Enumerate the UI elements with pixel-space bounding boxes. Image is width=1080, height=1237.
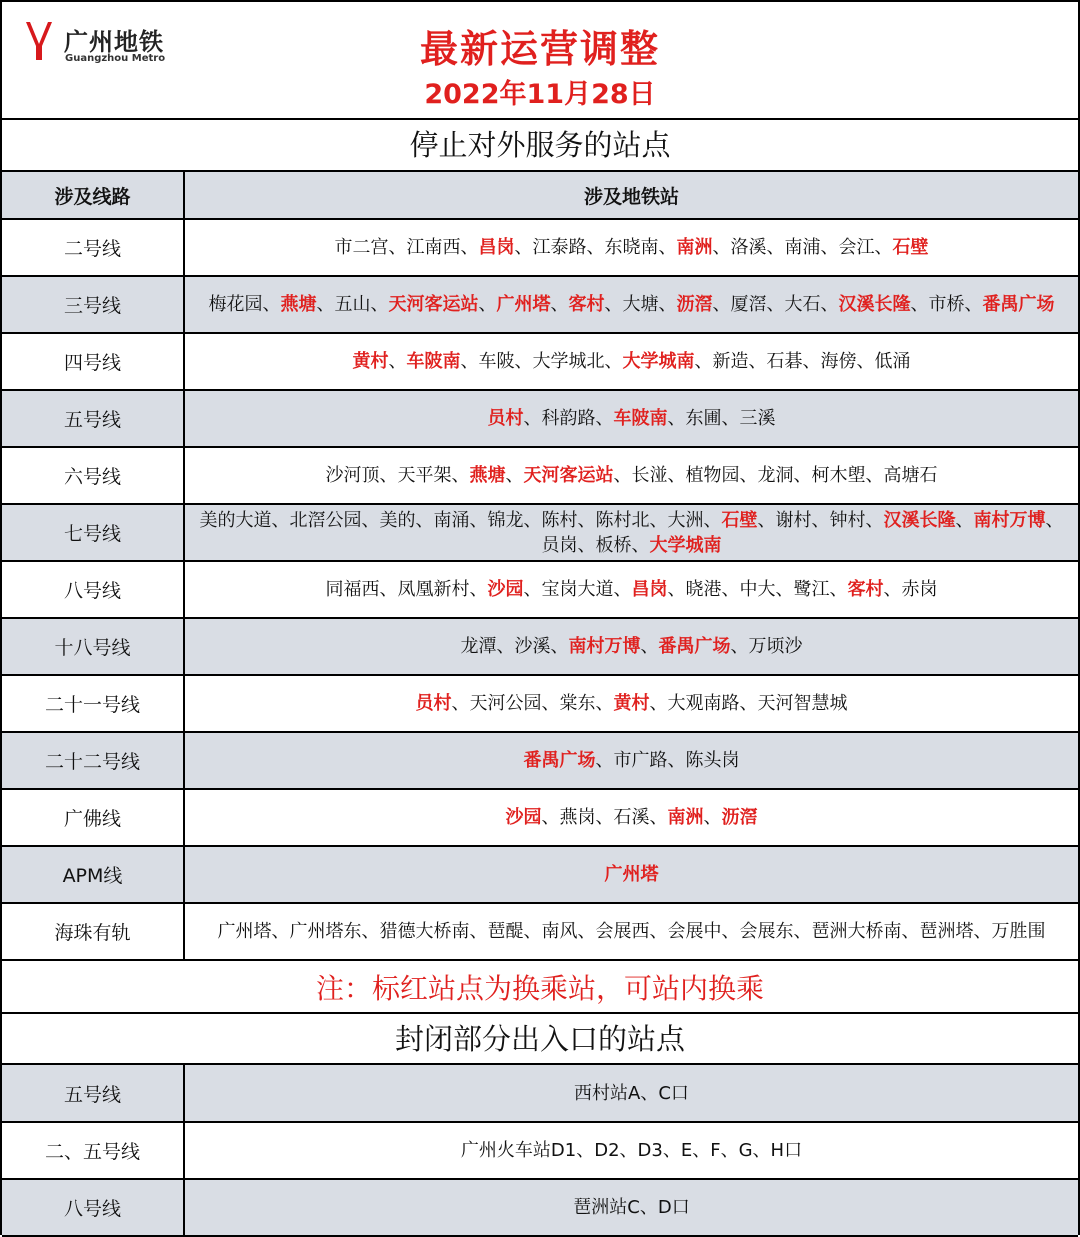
station: 宝岗大道 <box>541 579 614 600</box>
transfer-station: 沥滘 <box>721 807 758 828</box>
separator: 、 <box>577 534 596 556</box>
transfer-station: 大学城南 <box>622 351 695 372</box>
closed-exits-table <box>2 1065 1078 1237</box>
separator: 、 <box>757 509 776 531</box>
station: 植物园 <box>685 465 740 486</box>
separator: 、 <box>748 351 767 372</box>
station: 市桥 <box>928 294 965 315</box>
separator: 、 <box>379 465 398 486</box>
transfer-station: 汉溪长隆 <box>838 294 911 315</box>
page-title: 最新运营调整 <box>419 27 660 71</box>
line-name: 八号线 <box>2 1179 184 1236</box>
station: 江南西 <box>406 237 461 258</box>
separator: 、 <box>658 294 677 315</box>
separator: 、 <box>901 921 920 942</box>
station: 中大 <box>739 579 776 600</box>
separator: 、 <box>469 579 488 600</box>
separator: 、 <box>694 351 713 372</box>
station: 同福西 <box>325 579 380 600</box>
line-name: 二、五号线 <box>2 1122 184 1179</box>
station: 龙潭 <box>460 636 497 657</box>
transfer-station: 南洲 <box>676 237 713 258</box>
table-row <box>2 618 1078 675</box>
separator: 、 <box>667 579 686 600</box>
separator: 、 <box>811 509 830 531</box>
station: 市广路 <box>613 750 668 771</box>
transfer-station: 番禺广场 <box>658 636 731 657</box>
station: 琶洲大桥南 <box>811 921 902 942</box>
table-row <box>2 789 1078 846</box>
separator: 、 <box>505 465 524 486</box>
separator: 、 <box>649 807 668 828</box>
station-list <box>184 789 1078 846</box>
station: 会江 <box>838 237 875 258</box>
transfer-note: 注：标红站点为换乘站，可站内换乘 <box>2 964 1078 1014</box>
separator: 、 <box>766 237 785 258</box>
station: 广州塔东 <box>289 921 362 942</box>
station: 低涌 <box>874 351 911 372</box>
table-row <box>2 903 1078 960</box>
closed-stations-table <box>2 172 1078 961</box>
separator: 、 <box>703 807 722 828</box>
station: 会展西 <box>595 921 650 942</box>
station: 沙溪 <box>514 636 551 657</box>
transfer-station: 大学城南 <box>649 534 722 556</box>
station: 天河智慧城 <box>757 693 848 714</box>
separator: 、 <box>802 351 821 372</box>
separator: 、 <box>595 750 614 771</box>
line-name: 六号线 <box>2 447 184 504</box>
station-list <box>184 732 1078 789</box>
station: 板桥 <box>595 534 632 556</box>
station: 南浦 <box>784 237 821 258</box>
station-list <box>184 276 1078 333</box>
station: 万顷沙 <box>748 636 803 657</box>
transfer-station: 广州塔 <box>604 864 659 885</box>
station: 大洲 <box>667 509 704 531</box>
line-name: 二号线 <box>2 219 184 276</box>
table-row <box>2 561 1078 618</box>
transfer-station: 汉溪长隆 <box>883 509 956 531</box>
table-row <box>2 447 1078 504</box>
separator: 、 <box>514 237 533 258</box>
station: 琶醍 <box>487 921 524 942</box>
station: 广州塔 <box>217 921 272 942</box>
line-name: 四号线 <box>2 333 184 390</box>
separator: 、 <box>649 509 668 531</box>
transfer-station: 燕塘 <box>280 294 317 315</box>
station-list <box>184 675 1078 732</box>
separator: 、 <box>586 237 605 258</box>
station: 科韵路 <box>541 408 596 429</box>
station: 燕岗 <box>559 807 596 828</box>
transfer-station: 石壁 <box>892 237 929 258</box>
station: 长湴 <box>631 465 668 486</box>
separator: 、 <box>604 294 623 315</box>
separator: 、 <box>667 408 686 429</box>
closed-exits-body <box>2 1065 1078 1236</box>
station: 石溪 <box>613 807 650 828</box>
station: 五山 <box>334 294 371 315</box>
separator: 、 <box>721 579 740 600</box>
separator: 、 <box>370 294 389 315</box>
station: 陈头岗 <box>685 750 740 771</box>
separator: 、 <box>316 294 335 315</box>
section-title-closed-stations: 停止对外服务的站点 <box>2 118 1078 172</box>
separator: 、 <box>955 509 974 531</box>
station: 南风 <box>541 921 578 942</box>
line-name: 五号线 <box>2 1065 184 1122</box>
table-row <box>2 1122 1078 1179</box>
separator: 、 <box>613 465 632 486</box>
separator: 、 <box>388 351 407 372</box>
separator: 、 <box>271 509 290 531</box>
station: 会展东 <box>739 921 794 942</box>
station: 东圃 <box>685 408 722 429</box>
station: 高塘石 <box>883 465 938 486</box>
separator: 、 <box>595 693 614 714</box>
separator: 、 <box>523 921 542 942</box>
transfer-station: 南村万博 <box>973 509 1046 531</box>
exit-detail: 琶洲站C、D口 <box>184 1179 1078 1236</box>
station: 琶洲塔 <box>919 921 974 942</box>
separator: 、 <box>460 237 479 258</box>
separator: 、 <box>649 921 668 942</box>
transfer-station: 黄村 <box>352 351 389 372</box>
separator: 、 <box>712 237 731 258</box>
separator: 、 <box>973 921 992 942</box>
separator: 、 <box>793 921 812 942</box>
line-name: 二十一号线 <box>2 675 184 732</box>
transfer-station: 黄村 <box>613 693 650 714</box>
line-name: 七号线 <box>2 504 184 561</box>
transfer-station: 车陂南 <box>406 351 461 372</box>
transfer-station: 天河客运站 <box>523 465 614 486</box>
separator: 、 <box>577 509 596 531</box>
station: 大观南路 <box>667 693 740 714</box>
station: 谢村 <box>775 509 812 531</box>
transfer-station: 石壁 <box>721 509 758 531</box>
separator: 、 <box>721 921 740 942</box>
table-row <box>2 333 1078 390</box>
transfer-station: 南村万博 <box>568 636 641 657</box>
separator: 、 <box>496 636 515 657</box>
separator: 、 <box>604 351 623 372</box>
transfer-station: 员村 <box>415 693 452 714</box>
table-row <box>2 675 1078 732</box>
separator: 、 <box>730 636 749 657</box>
separator: 、 <box>388 237 407 258</box>
table-row <box>2 504 1078 561</box>
transfer-station: 客村 <box>568 294 605 315</box>
station: 新造 <box>712 351 749 372</box>
station-list <box>184 447 1078 504</box>
transfer-station: 客村 <box>847 579 884 600</box>
station: 鹭江 <box>793 579 830 600</box>
line-name: 八号线 <box>2 561 184 618</box>
transfer-station: 昌岗 <box>478 237 515 258</box>
transfer-station: 燕塘 <box>469 465 506 486</box>
station: 大塘 <box>622 294 659 315</box>
station: 厦滘 <box>730 294 767 315</box>
separator: 、 <box>964 294 983 315</box>
separator: 、 <box>703 509 722 531</box>
station: 晓港 <box>685 579 722 600</box>
transfer-station: 沙园 <box>487 579 524 600</box>
separator: 、 <box>415 509 434 531</box>
transfer-station: 南洲 <box>667 807 704 828</box>
separator: 、 <box>379 579 398 600</box>
station: 车陂 <box>478 351 515 372</box>
station: 猎德大桥南 <box>379 921 470 942</box>
separator: 、 <box>262 294 281 315</box>
separator: 、 <box>550 294 569 315</box>
station: 石碁 <box>766 351 803 372</box>
transfer-station: 番禺广场 <box>982 294 1055 315</box>
exit-detail: 广州火车站D1、D2、D3、E、F、G、H口 <box>184 1122 1078 1179</box>
station: 沙河顶 <box>325 465 380 486</box>
separator: 、 <box>469 509 488 531</box>
table-row <box>2 390 1078 447</box>
separator: 、 <box>739 465 758 486</box>
closed-stations-body <box>2 219 1078 960</box>
station: 梅花园 <box>208 294 263 315</box>
separator: 、 <box>523 408 542 429</box>
station: 大石 <box>784 294 821 315</box>
separator: 、 <box>910 294 929 315</box>
station: 天平架 <box>397 465 452 486</box>
separator: 、 <box>793 465 812 486</box>
separator: 、 <box>649 693 668 714</box>
section-title-closed-exits: 封闭部分出入口的站点 <box>2 1014 1078 1065</box>
station: 万胜围 <box>991 921 1046 942</box>
table-row <box>2 846 1078 903</box>
transfer-station: 天河客运站 <box>388 294 479 315</box>
page-date: 2022年11月28日 <box>424 79 656 110</box>
station: 南涌 <box>433 509 470 531</box>
separator: 、 <box>820 294 839 315</box>
table-row <box>2 276 1078 333</box>
separator: 、 <box>550 636 569 657</box>
transfer-station: 车陂南 <box>613 408 668 429</box>
station: 柯木塱 <box>811 465 866 486</box>
station-list <box>184 561 1078 618</box>
logo-name-en: Guangzhou Metro <box>65 53 166 64</box>
separator: 、 <box>451 693 470 714</box>
station: 市二宫 <box>334 237 389 258</box>
line-name: 十八号线 <box>2 618 184 675</box>
separator: 、 <box>721 408 740 429</box>
logo-name-cn: 广州地铁 <box>64 28 164 56</box>
separator: 、 <box>766 294 785 315</box>
line-name: 海珠有轨 <box>2 903 184 960</box>
station-list <box>184 333 1078 390</box>
exit-detail: 西村站A、C口 <box>184 1065 1078 1122</box>
separator: 、 <box>271 921 290 942</box>
station: 东晓南 <box>604 237 659 258</box>
station-list <box>184 504 1078 561</box>
station: 大学城北 <box>532 351 605 372</box>
separator: 、 <box>541 693 560 714</box>
header <box>2 2 1078 120</box>
separator: 、 <box>361 921 380 942</box>
separator: 、 <box>523 509 542 531</box>
station-list <box>184 846 1078 903</box>
separator: 、 <box>667 750 686 771</box>
separator: 、 <box>577 921 596 942</box>
line-name: 三号线 <box>2 276 184 333</box>
separator: 、 <box>595 807 614 828</box>
station: 锦龙 <box>487 509 524 531</box>
table-row <box>2 219 1078 276</box>
station: 北滘公园 <box>289 509 362 531</box>
station: 美的大道 <box>199 509 272 531</box>
separator: 、 <box>613 579 632 600</box>
separator: 、 <box>541 807 560 828</box>
separator: 、 <box>820 237 839 258</box>
separator: 、 <box>775 579 794 600</box>
station: 陈村 <box>541 509 578 531</box>
table-row <box>2 1179 1078 1236</box>
separator: 、 <box>658 237 677 258</box>
separator: 、 <box>361 509 380 531</box>
separator: 、 <box>460 351 479 372</box>
separator: 、 <box>451 465 470 486</box>
separator: 、 <box>1045 509 1064 531</box>
station: 天河公园 <box>469 693 542 714</box>
line-name: 二十二号线 <box>2 732 184 789</box>
transfer-station: 广州塔 <box>496 294 551 315</box>
separator: 、 <box>631 534 650 556</box>
header-line: 涉及线路 <box>2 172 184 219</box>
transfer-station: 番禺广场 <box>523 750 596 771</box>
line-name: APM线 <box>2 846 184 903</box>
station: 三溪 <box>739 408 776 429</box>
station: 员岗 <box>541 534 578 556</box>
station: 钟村 <box>829 509 866 531</box>
separator: 、 <box>667 465 686 486</box>
separator: 、 <box>865 509 884 531</box>
station: 洛溪 <box>730 237 767 258</box>
station: 棠东 <box>559 693 596 714</box>
separator: 、 <box>856 351 875 372</box>
station: 会展中 <box>667 921 722 942</box>
separator: 、 <box>712 294 731 315</box>
transfer-station: 昌岗 <box>631 579 668 600</box>
separator: 、 <box>865 465 884 486</box>
station-list <box>184 219 1078 276</box>
separator: 、 <box>883 579 902 600</box>
station: 海傍 <box>820 351 857 372</box>
separator: 、 <box>523 579 542 600</box>
station: 江泰路 <box>532 237 587 258</box>
line-name: 广佛线 <box>2 789 184 846</box>
table-row <box>2 732 1078 789</box>
station: 美的 <box>379 509 416 531</box>
transfer-station: 沥滘 <box>676 294 713 315</box>
station-list <box>184 903 1078 960</box>
separator: 、 <box>829 579 848 600</box>
separator: 、 <box>514 351 533 372</box>
station: 陈村北 <box>595 509 650 531</box>
station-list <box>184 390 1078 447</box>
table-row <box>2 1065 1078 1122</box>
transfer-station: 员村 <box>487 408 524 429</box>
header-stations: 涉及地铁站 <box>184 172 1078 219</box>
separator: 、 <box>739 693 758 714</box>
station: 龙洞 <box>757 465 794 486</box>
separator: 、 <box>640 636 659 657</box>
station: 凤凰新村 <box>397 579 470 600</box>
transfer-station: 沙园 <box>505 807 542 828</box>
line-name: 五号线 <box>2 390 184 447</box>
station-list <box>184 618 1078 675</box>
table-header-row <box>2 172 1078 219</box>
separator: 、 <box>478 294 497 315</box>
separator: 、 <box>595 408 614 429</box>
separator: 、 <box>469 921 488 942</box>
separator: 、 <box>874 237 893 258</box>
station: 赤岗 <box>901 579 938 600</box>
